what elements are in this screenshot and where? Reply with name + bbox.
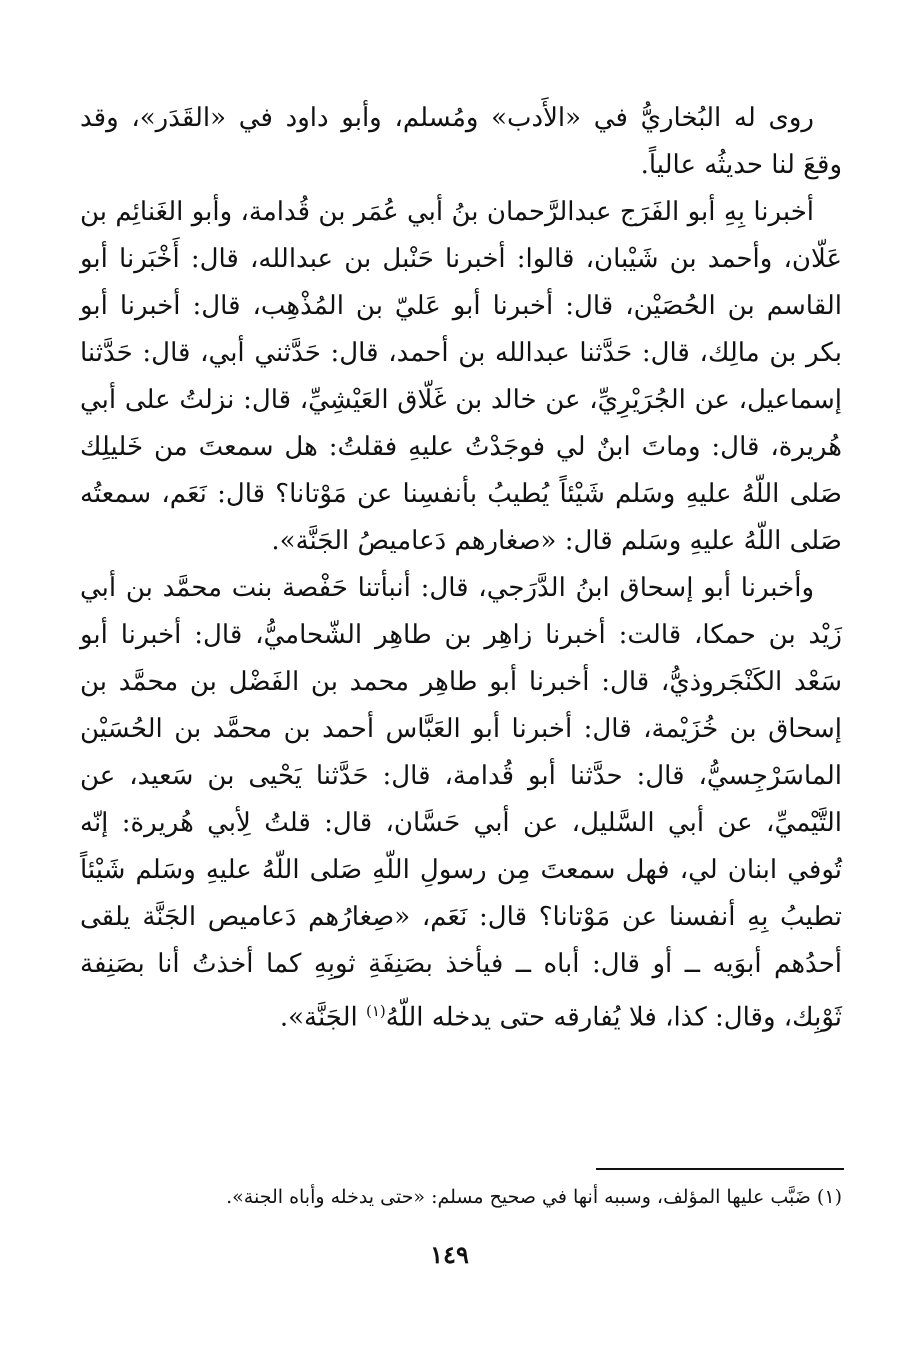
footnote-separator	[596, 1168, 844, 1170]
paragraph-2: أخبرنا بِهِ أبو الفَرَج عبدالرَّحمان بنُ أبي عُمَر بن قُدامة، وأبو الغَنائِم بن عَلّان، وأحمد بن شَيْبان، قالوا: أخبرنا حَنْبل بن عبدالله، قال: أَخْبَرنا أبو القاسم بن الحُصَيْن، قال: أخبرنا أبو عَليّ بن المُذْهِب، قال: أخبرنا أبو بكر بن مالِك، قال: حَدَّثنا عبدالله بن أحمد، قال: حَدَّثني أبي، قال: حَدَّثنا إسماعيل، عن الجُرَيْرِيِّ، عن خالد بن غَلّاق العَيْشِيِّ، قال: نزلتُ على أبي هُريرة، قال: وماتَ ابنٌ لي فوجَدْتُ عليهِ فقلتُ: هل سمعتَ من خَليلِك صَلى اللّهُ عليهِ وسَلم شَيْئاً يُطيبُ بأنفسِنا عن مَوْتانا؟ قال: نَعَم، سمعتُه صَلى اللّهُ عليهِ وسَلم قال: «صغارهم دَعاميصُ الجَنَّة».	[80, 197, 842, 556]
paragraph-1: روى له البُخاريُّ في «الأَدب» ومُسلم، وأبو داود في «القَدَر»، وقد وقعَ لنا حديثُه عالياً.	[80, 103, 842, 180]
footnote: (١) ضَبَّب عليها المؤلف، وسببه أنها في صحيح مسلم: «حتى يدخله وأباه الجنة».	[226, 1186, 842, 1208]
paragraph-3-text: وأخبرنا أبو إسحاق ابنُ الدَّرَجي، قال: أنبأتنا حَفْصة بنت محمَّد بن أبي زَيْد بن حمكا، قالت: أخبرنا زاهِر بن طاهِر الشّحاميُّ، قال: أخبرنا أبو سَعْد الكَنْجَروذيُّ، قال: أخبرنا أبو طاهِر محمد بن الفَضْل بن محمَّد بن إسحاق بن خُزَيْمة، قال: أخبرنا أبو العَبَّاس أحمد بن محمَّد بن الحُسَيْن الماسَرْجِسيُّ، قال: حدَّثنا أبو قُدامة، قال: حَدَّثنا يَحْيى بن سَعيد، عن التَّيْميِّ، عن أبي السَّليل، عن أبي حَسَّان، قال: قلتُ لِأبي هُريرة: إنّه تُوفي ابنان لي، فهل سمعتَ مِن رسولِ اللّهِ صَلى اللّهُ عليهِ وسَلم شَيْئاً تطيبُ بِهِ أنفسنا عن مَوْتانا؟ قال: نَعَم، «صِغارُهم دَعاميص الجَنَّة يلقى أحدُهم أبوَيه ــ أو قال: أباه ــ فيأخذ بصَنِفَةِ ثوبِهِ كما أخذتُ أنا بصَنِفة ثَوْبِك، وقال: كذا، فلا يُفارقه حتى يدخله اللّهُ	[80, 573, 842, 1033]
footnote-reference: (١)	[366, 1002, 386, 1020]
paragraph-3	[80, 565, 842, 1042]
main-text	[80, 95, 842, 1042]
page-number: ١٤٩	[430, 1240, 469, 1269]
paragraph-3-ending: الجَنَّة».	[279, 1002, 366, 1033]
